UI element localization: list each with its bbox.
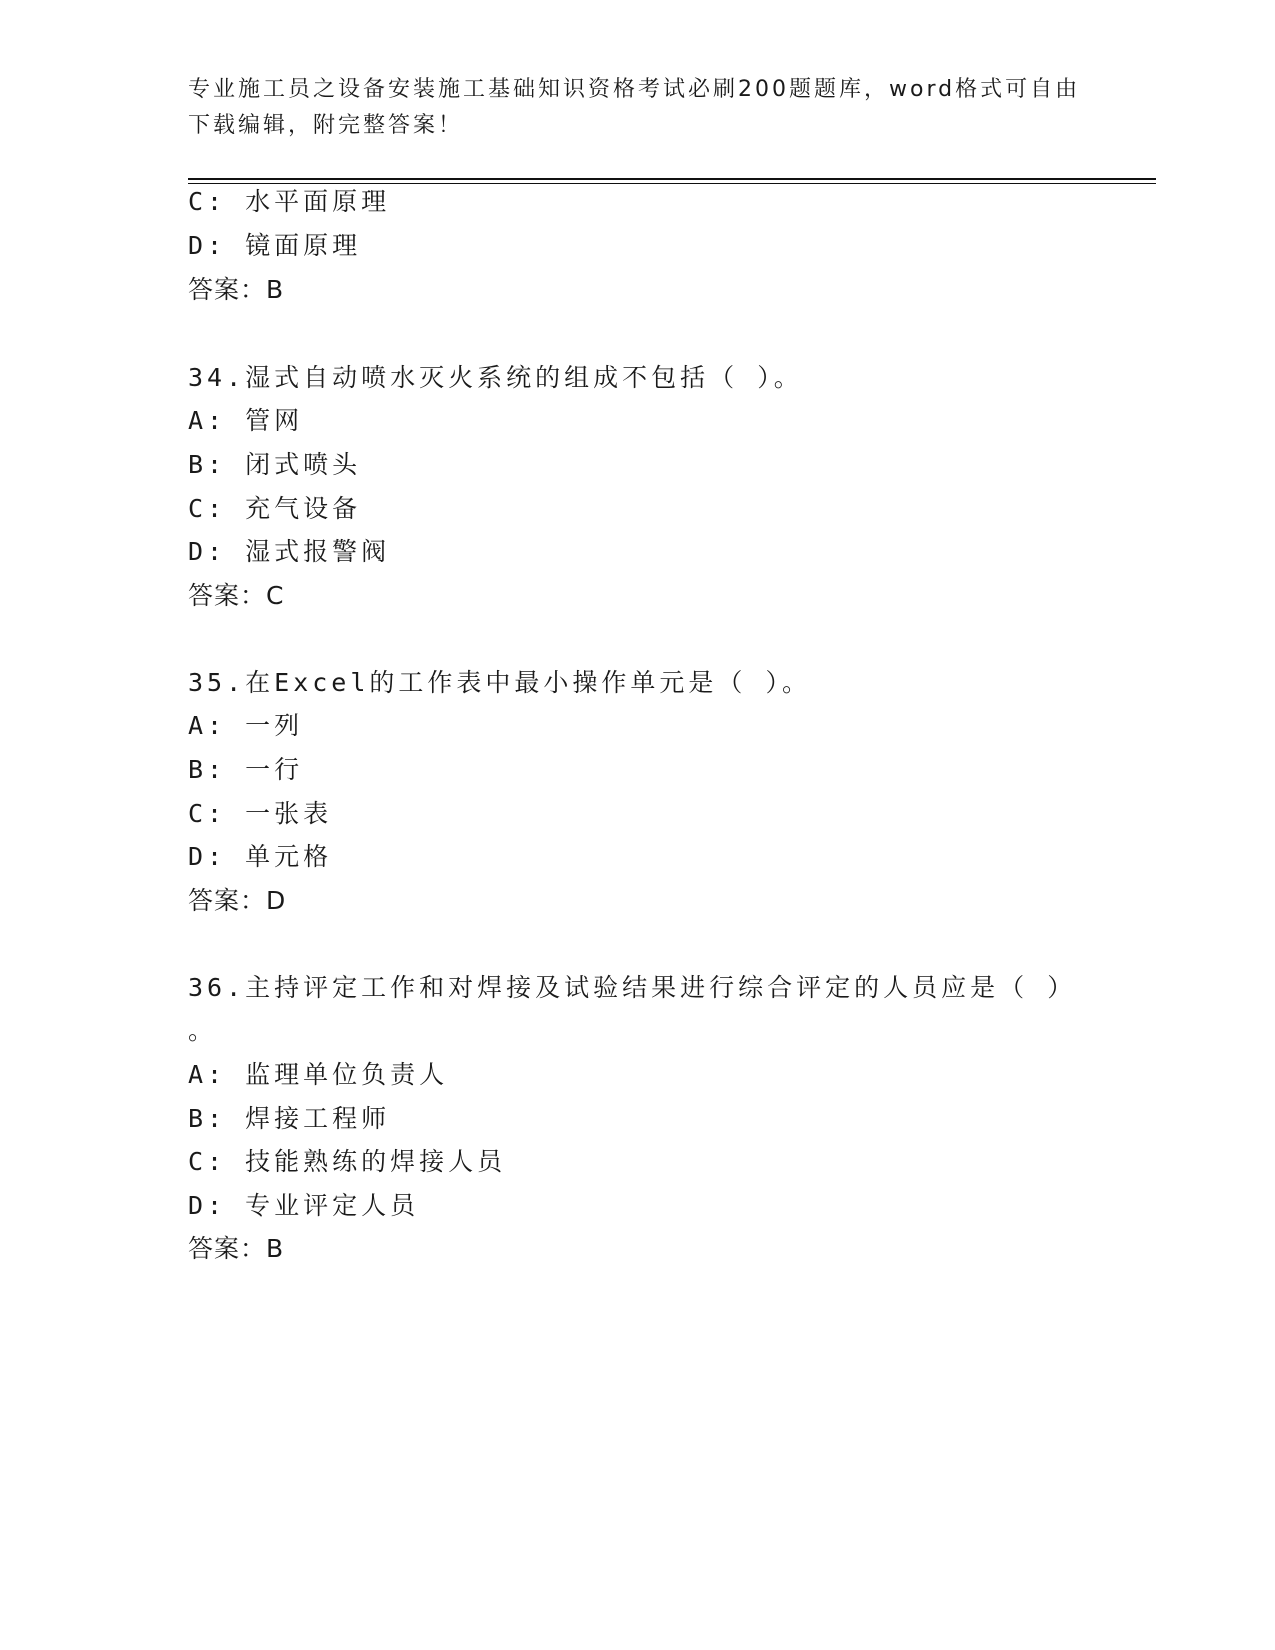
q36-answer: 答案：B: [188, 1234, 285, 1263]
q34-option-a: A: 管网: [188, 406, 304, 435]
q34-option-d: D: 湿式报警阀: [188, 537, 391, 566]
header-line-1: 专业施工员之设备安装施工基础知识资格考试必刷200题题库，word格式可自由: [188, 77, 1081, 102]
q36-question-continuation: 。: [188, 1016, 218, 1045]
q35-option-a: A: 一列: [188, 711, 304, 740]
q33-option-c: C: 水平面原理: [188, 187, 391, 216]
q35-question: 35.在Excel的工作表中最小操作单元是（ ）。: [188, 668, 811, 697]
q33-option-d: D: 镜面原理: [188, 231, 362, 260]
q36-option-c: C: 技能熟练的焊接人员: [188, 1147, 507, 1176]
header-line-2: 下载编辑，附完整答案！: [188, 113, 464, 138]
q35-option-c: C: 一张表: [188, 799, 333, 828]
q36-option-a: A: 监理单位负责人: [188, 1060, 449, 1089]
q36-option-b: B: 焊接工程师: [188, 1104, 391, 1133]
document-header: [188, 72, 1088, 144]
q34-answer: 答案：C: [188, 581, 285, 610]
q34-option-c: C: 充气设备: [188, 494, 362, 523]
q34-option-b: B: 闭式喷头: [188, 450, 362, 479]
q35-answer: 答案：D: [188, 886, 287, 915]
q36-option-d: D: 专业评定人员: [188, 1191, 420, 1220]
q33-answer: 答案：B: [188, 275, 285, 304]
q35-option-d: D: 单元格: [188, 842, 333, 871]
q35-option-b: B: 一行: [188, 755, 304, 784]
q34-question: 34.湿式自动喷水灭火系统的组成不包括（ ）。: [188, 363, 803, 392]
header-divider-thick: [188, 178, 1156, 180]
q36-question: 36.主持评定工作和对焊接及试验结果进行综合评定的人员应是（ ）: [188, 973, 1077, 1002]
